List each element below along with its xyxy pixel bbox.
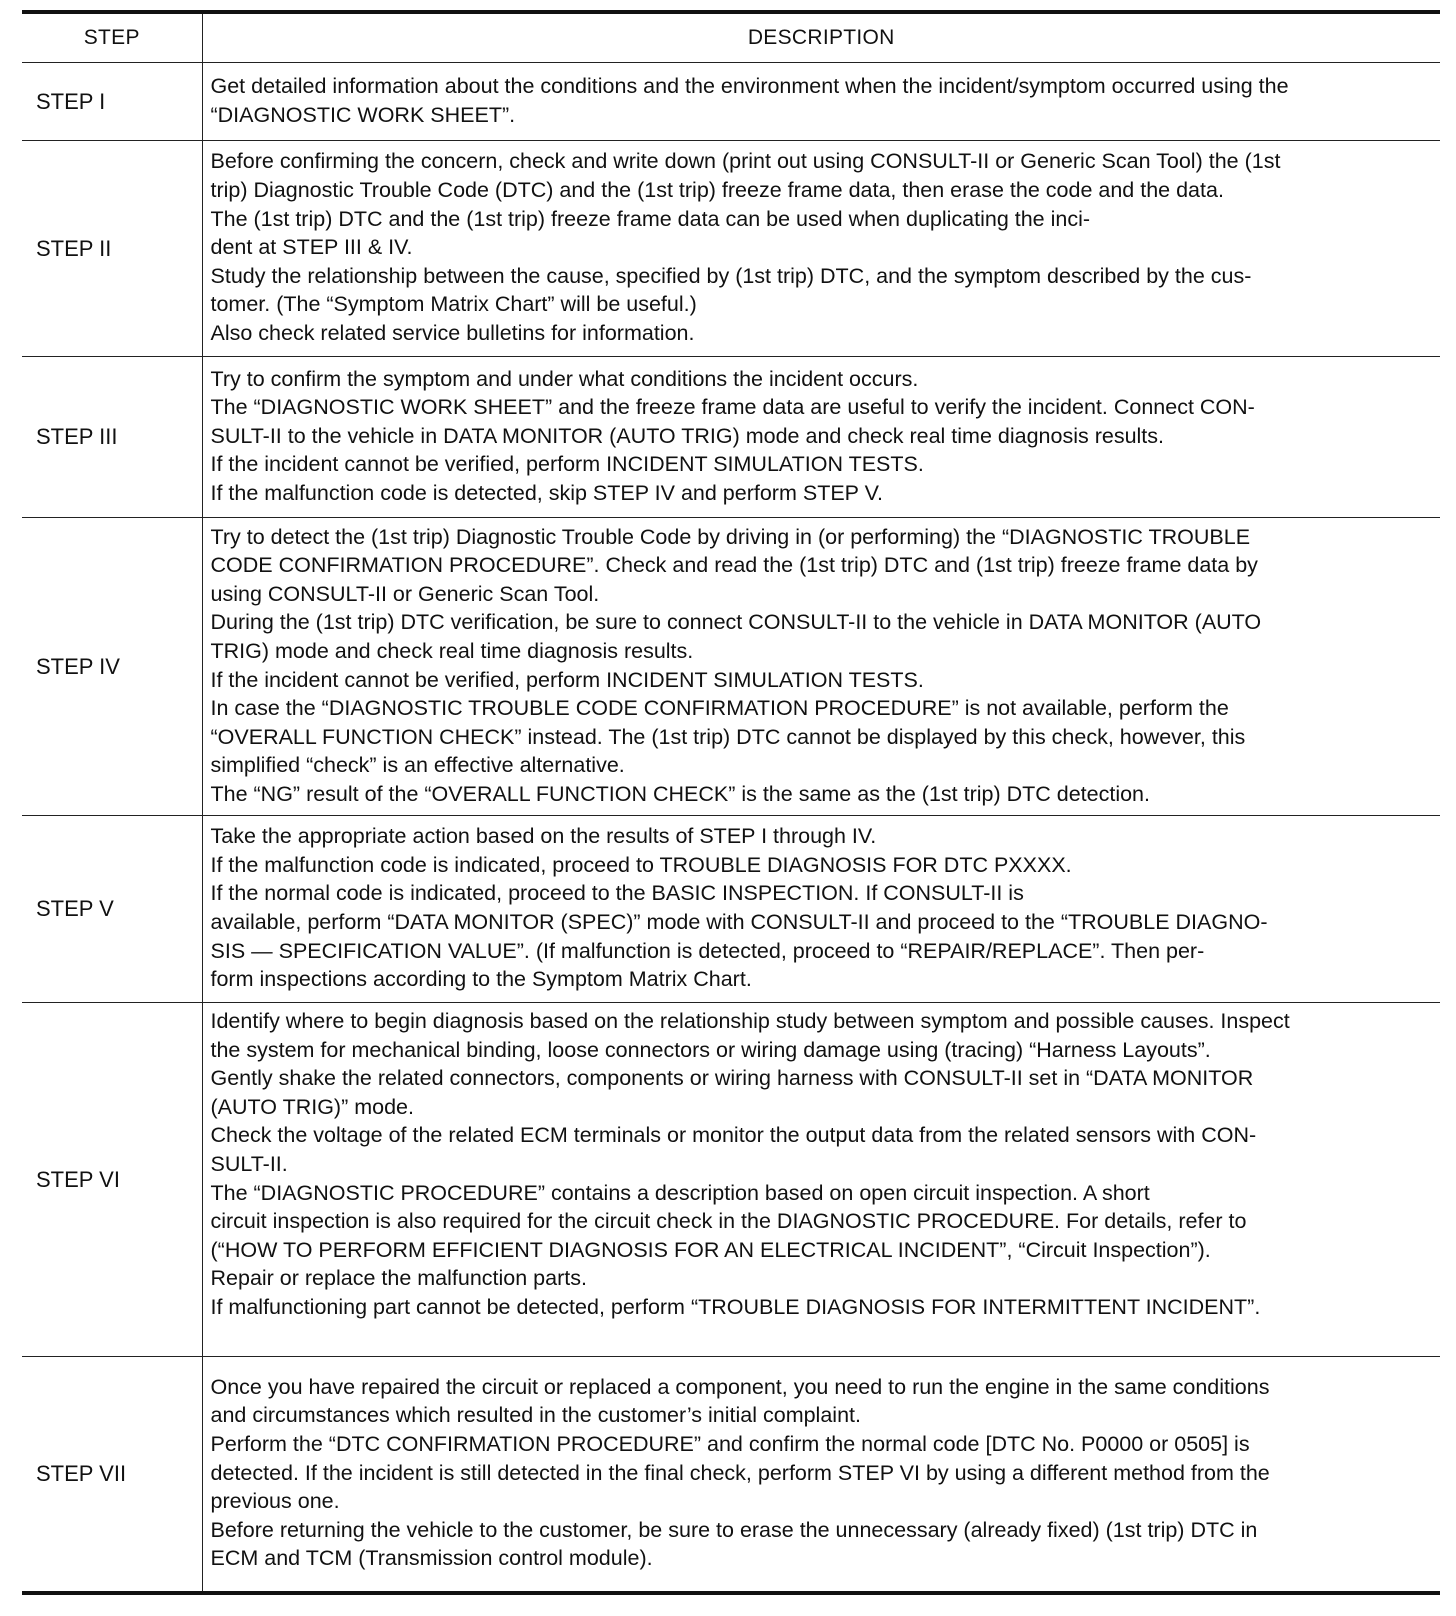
description-line: and circumstances which resulted in the customer’s initial complaint. xyxy=(210,1403,861,1428)
table-header-row xyxy=(22,12,1440,63)
description-line: If malfunctioning part cannot be detected, perform “TROUBLE DIAGNOSIS FOR INTERMITTENT INCIDENT”. xyxy=(210,1294,1261,1319)
description-line: simplified “check” is an effective alternative. xyxy=(210,753,625,778)
diagnostic-steps-table xyxy=(22,10,1440,1595)
description-line: Repair or replace the malfunction parts. xyxy=(210,1266,587,1291)
description-line: “OVERALL FUNCTION CHECK” instead. The (1st trip) DTC cannot be displayed by this check, however, this xyxy=(210,724,1246,749)
table-body xyxy=(22,63,1440,1593)
step-label: STEP IV xyxy=(22,518,202,816)
step-description xyxy=(202,1357,1440,1593)
description-line: SULT-II to the vehicle in DATA MONITOR (AUTO TRIG) mode and check real time diagnosis results. xyxy=(210,423,1164,448)
description-line: Gently shake the related connectors, components or wiring harness with CONSULT-II set in “DATA MONITOR xyxy=(210,1066,1254,1091)
description-line: tomer. (The “Symptom Matrix Chart” will be useful.) xyxy=(210,292,697,317)
step-column-header: STEP xyxy=(22,12,202,63)
step-description xyxy=(202,518,1440,816)
description-line: SIS — SPECIFICATION VALUE”. (If malfunction is detected, proceed to “REPAIR/REPLACE”. Then per- xyxy=(210,938,1205,963)
description-line: circuit inspection is also required for the circuit check in the DIAGNOSTIC PROCEDURE. For details, refer to xyxy=(210,1209,1247,1234)
step-label: STEP V xyxy=(22,816,202,1003)
step-label: STEP VII xyxy=(22,1357,202,1593)
table-row xyxy=(22,518,1440,816)
description-line: If the incident cannot be verified, perform INCIDENT SIMULATION TESTS. xyxy=(210,452,924,477)
description-line: During the (1st trip) DTC verification, be sure to connect CONSULT-II to the vehicle in DATA MONITOR (AUTO xyxy=(210,610,1262,635)
description-line: TRIG) mode and check real time diagnosis results. xyxy=(210,638,694,663)
description-line: trip) Diagnostic Trouble Code (DTC) and the (1st trip) freeze frame data, then erase the code and the data. xyxy=(210,178,1224,203)
step-label: STEP II xyxy=(22,141,202,357)
description-line: Identify where to begin diagnosis based on the relationship study between symptom and possible causes. Inspect xyxy=(210,1009,1290,1033)
description-line: Once you have repaired the circuit or replaced a component, you need to run the engine in the same conditions xyxy=(210,1374,1270,1399)
description-line: (AUTO TRIG)” mode. xyxy=(210,1094,414,1119)
description-column-header: DESCRIPTION xyxy=(202,12,1440,63)
description-line: Also check related service bulletins for information. xyxy=(210,320,695,345)
description-line: Perform the “DTC CONFIRMATION PROCEDURE” and confirm the normal code [DTC No. P0000 or 0505] is xyxy=(210,1431,1250,1456)
step-description xyxy=(202,141,1440,357)
description-line xyxy=(211,1322,1431,1351)
step-description xyxy=(202,816,1440,1003)
description-line: “DIAGNOSTIC WORK SHEET”. xyxy=(210,102,516,127)
step-label: STEP VI xyxy=(22,1003,202,1357)
description-line: dent at STEP III & IV. xyxy=(210,235,413,260)
description-line: using CONSULT-II or Generic Scan Tool. xyxy=(210,581,600,606)
description-line: Study the relationship between the cause, specified by (1st trip) DTC, and the symptom described by the cus- xyxy=(210,263,1252,288)
description-line: detected. If the incident is still detected in the final check, perform STEP VI by using a different method from the xyxy=(210,1460,1270,1485)
description-line: Before returning the vehicle to the customer, be sure to erase the unnecessary (already fixed) (1st trip) DTC in xyxy=(210,1517,1258,1542)
table-row xyxy=(22,816,1440,1003)
step-label: STEP I xyxy=(22,63,202,141)
description-line: The “DIAGNOSTIC PROCEDURE” contains a description based on open circuit inspection. A short xyxy=(210,1180,1150,1205)
description-line: CODE CONFIRMATION PROCEDURE”. Check and read the (1st trip) DTC and (1st trip) freeze frame data by xyxy=(210,553,1258,578)
description-line: Take the appropriate action based on the results of STEP I through IV. xyxy=(210,824,877,849)
description-line: Try to detect the (1st trip) Diagnostic Trouble Code by driving in (or performing) the “DIAGNOSTIC TROUBLE xyxy=(210,524,1251,549)
description-line: In case the “DIAGNOSTIC TROUBLE CODE CONFIRMATION PROCEDURE” is not available, perform the xyxy=(210,696,1229,721)
description-line: Get detailed information about the conditions and the environment when the incident/symptom occurred using the xyxy=(210,73,1289,98)
description-line: If the malfunction code is indicated, proceed to TROUBLE DIAGNOSIS FOR DTC PXXXX. xyxy=(210,852,1072,877)
step-description xyxy=(202,63,1440,141)
table-row xyxy=(22,1003,1440,1357)
description-line: Check the voltage of the related ECM terminals or monitor the output data from the related sensors with CON- xyxy=(210,1123,1257,1148)
description-line: If the normal code is indicated, proceed to the BASIC INSPECTION. If CONSULT-II is xyxy=(210,881,1024,906)
description-line: previous one. xyxy=(210,1489,340,1514)
description-line: The “NG” result of the “OVERALL FUNCTION CHECK” is the same as the (1st trip) DTC detection. xyxy=(210,781,1150,806)
document-page xyxy=(22,10,1440,1606)
description-line: form inspections according to the Symptom Matrix Chart. xyxy=(210,967,752,992)
description-line: If the malfunction code is detected, skip STEP IV and perform STEP V. xyxy=(210,480,883,505)
description-line: The (1st trip) DTC and the (1st trip) freeze frame data can be used when duplicating the inci- xyxy=(210,206,1091,231)
description-line: available, perform “DATA MONITOR (SPEC)” mode with CONSULT-II and proceed to the “TROUBLE DIAGNO- xyxy=(210,910,1268,934)
table-row xyxy=(22,1357,1440,1593)
description-line: the system for mechanical binding, loose connectors or wiring damage using (tracing) “Harness Layouts”. xyxy=(210,1037,1211,1062)
description-line: If the incident cannot be verified, perform INCIDENT SIMULATION TESTS. xyxy=(210,667,924,692)
table-row xyxy=(22,357,1440,518)
description-line: The “DIAGNOSTIC WORK SHEET” and the freeze frame data are useful to verify the incident. Connect CON- xyxy=(210,395,1255,420)
description-line: Before confirming the concern, check and write down (print out using CONSULT-II or Generic Scan Tool) the (1st xyxy=(210,149,1281,174)
step-description xyxy=(202,357,1440,518)
description-line: ECM and TCM (Transmission control module). xyxy=(210,1546,653,1571)
description-line: SULT-II. xyxy=(210,1151,288,1176)
step-label: STEP III xyxy=(22,357,202,518)
description-line: (“HOW TO PERFORM EFFICIENT DIAGNOSIS FOR AN ELECTRICAL INCIDENT”, “Circuit Inspection”). xyxy=(210,1237,1211,1262)
table-row xyxy=(22,141,1440,357)
step-description xyxy=(202,1003,1440,1357)
description-line: Try to confirm the symptom and under what conditions the incident occurs. xyxy=(210,366,919,391)
table-row xyxy=(22,63,1440,141)
